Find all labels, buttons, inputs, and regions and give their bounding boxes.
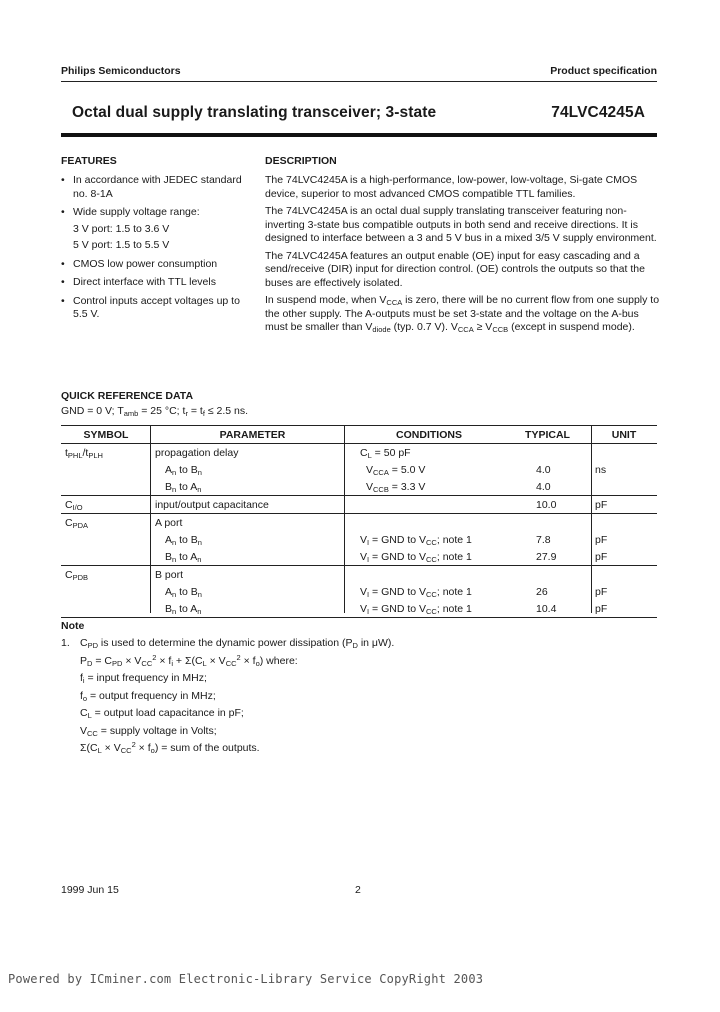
document-type: Product specification (550, 65, 657, 77)
description-paragraph: In suspend mode, when $V_{CCA}$ is zero, there will be no current flow from one supply to the other supply. The A-outputs must be set 3-state and the voltage on the A-bus must be smaller than $V_{diode}$ (typ. 0.7 V). $V_{CCA} \ge V_{CCB}$ (except in suspend mode). (265, 294, 660, 334)
features-heading: FEATURES (61, 155, 117, 167)
typical-cell (504, 444, 591, 462)
symbol-cell (61, 548, 151, 566)
part-number: 74LVC4245A (551, 104, 645, 121)
watermark-text: Powered by ICminer.com Electronic-Library Service CopyRight 2003 (8, 972, 484, 986)
unit-cell: pF (591, 600, 657, 618)
parameter-cell: $B_n$ to $A_n$ (165, 480, 202, 494)
parameter-cell: propagation delay (155, 446, 239, 459)
parameter-cell: $A_n$ to $B_n$ (165, 533, 202, 547)
typical-cell (504, 514, 591, 532)
note-line: $P_D = C_{PD} \times V_{CC}^2 \times f_i + \Sigma(C_L \times V_{CC}^2 \times f_o)$ where: (80, 652, 298, 668)
description-paragraph: The 74LVC4245A features an output enable (OE) input for easy cascading and a send/receive (DIR) input for direction control. (OE) controls the outputs so that the buses are effectively isolated. (265, 249, 645, 289)
note-body (61, 635, 661, 758)
header-rule (61, 81, 657, 82)
supply-range-3v: 3 V port: 1.5 to 3.6 V (73, 222, 170, 235)
note-heading: Note (61, 620, 85, 632)
document-title: Octal dual supply translating transceiver; 3-state (72, 104, 437, 121)
conditions-cell: $V_I$ = GND to $V_{CC}$; note 1 (360, 585, 472, 599)
symbol-cell (61, 478, 151, 496)
note-number: 1. (61, 637, 70, 649)
typical-cell: 26 (536, 585, 548, 598)
parameter-cell: $B_n$ to $A_n$ (151, 600, 354, 618)
conditions-cell: $V_I$ = GND to $V_{CC}$; note 1 (354, 600, 504, 618)
typical-cell (504, 566, 591, 584)
symbol-cell: $C_{I/O}$ (61, 496, 151, 514)
supply-range-5v: 5 V port: 1.5 to 5.5 V (73, 239, 170, 251)
typical-cell: 27.9 (536, 550, 557, 563)
conditions-cell: $C_L = 50$ pF (360, 446, 411, 460)
typical-cell: 4.0 (536, 480, 551, 493)
feature-item: • Direct interface with TTL levels (61, 276, 216, 288)
symbol-cell (61, 531, 151, 548)
unit-cell: pF (595, 550, 608, 563)
column-divider (591, 425, 592, 613)
note-line: 1. $C_{PD}$ is used to determine the dynamic power dissipation ($P_D$ in μW). (61, 637, 395, 650)
column-header-conditions: CONDITIONS (354, 426, 504, 444)
feature-item: • CMOS low power consumption (61, 257, 218, 270)
unit-cell (591, 514, 657, 532)
column-divider (150, 425, 151, 613)
column-header-typical: TYPICAL (504, 426, 591, 444)
symbol-cell: $C_{PDA}$ (61, 514, 151, 532)
unit-cell: pF (595, 585, 608, 598)
note-line: $C_L$ = output load capacitance in pF; (80, 707, 244, 720)
description-body (265, 174, 660, 339)
qrd-heading: QUICK REFERENCE DATA (61, 390, 194, 402)
parameter-cell: A port (151, 514, 354, 532)
symbol-cell: $t_{PHL}/t_{PLH}$ (65, 446, 103, 460)
description-heading: DESCRIPTION (265, 155, 337, 167)
feature-item: • In accordance with JEDEC standard no. 8-1A (61, 174, 242, 200)
description-paragraph: The 74LVC4245A is an octal dual supply translating transceiver featuring non-inverting 3-state bus compatible outputs in both send and receive directions. It is designed to interface between a 3 and 5 V bus in a mixed 3/5 V supply environment. (265, 205, 657, 244)
typical-cell: 10.4 (504, 600, 591, 618)
qrd-conditions: GND = 0 V; $T_{amb} = 25$ °C; $t_r = t_f \le 2.5$ ns. (61, 405, 249, 418)
typical-cell: 4.0 (536, 463, 551, 476)
feature-item: • Control inputs accept voltages up to 5.5 V. (61, 294, 240, 320)
page-number: 2 (355, 884, 361, 896)
unit-cell (591, 478, 657, 496)
description-paragraph: The 74LVC4245A is a high-performance, low-power, low-voltage, Si-gate CMOS device, superior to most advanced CMOS compatible TTL families. (265, 174, 638, 200)
unit-cell (591, 444, 657, 462)
note-line: $V_{CC}$ = supply voltage in Volts; (80, 724, 217, 738)
column-header-symbol: SYMBOL (61, 426, 151, 444)
conditions-cell: $V_I$ = GND to $V_{CC}$; note 1 (360, 550, 472, 564)
conditions-cell: $V_{CCB} = 3.3$ V (366, 480, 426, 494)
conditions-cell (354, 496, 504, 514)
column-header-parameter: PARAMETER (151, 426, 354, 444)
symbol-cell (61, 461, 151, 478)
company-name: Philips Semiconductors (61, 65, 181, 77)
unit-cell: ns (595, 463, 607, 476)
note-line: $f_i$ = input frequency in MHz; (80, 672, 207, 685)
feature-item: • Wide supply voltage range: 3 V port: 1.5 to 3.6 V 5 V port: 1.5 to 5.5 V (61, 206, 246, 253)
symbol-cell (61, 600, 151, 618)
parameter-cell: $A_n$ to $B_n$ (165, 585, 202, 599)
parameter-cell: B port (151, 566, 354, 584)
conditions-cell (354, 514, 504, 532)
symbol-cell (61, 583, 151, 600)
note-line: $f_o$ = output frequency in MHz; (80, 689, 216, 703)
parameter-cell: input/output capacitance (151, 496, 354, 514)
unit-cell: pF (595, 533, 608, 546)
unit-cell (591, 566, 657, 584)
unit-cell: pF (591, 496, 657, 514)
conditions-cell: $V_{CCA} = 5.0$ V (366, 463, 426, 477)
typical-cell: 7.8 (536, 533, 551, 546)
column-header-unit: UNIT (591, 426, 657, 444)
conditions-cell: $V_I$ = GND to $V_{CC}$; note 1 (360, 533, 472, 547)
parameter-cell: $A_n$ to $B_n$ (165, 463, 202, 477)
symbol-cell: $C_{PDB}$ (61, 566, 151, 584)
note-line: $\Sigma(C_L \times V_{CC}^2 \times f_o)$ = sum of the outputs. (80, 740, 260, 755)
column-divider (344, 425, 345, 613)
typical-cell: 10.0 (504, 496, 591, 514)
parameter-cell: $B_n$ to $A_n$ (165, 550, 202, 564)
footer-date: 1999 Jun 15 (61, 884, 119, 896)
features-list (61, 174, 246, 322)
title-rule (61, 133, 657, 137)
conditions-cell (354, 566, 504, 584)
